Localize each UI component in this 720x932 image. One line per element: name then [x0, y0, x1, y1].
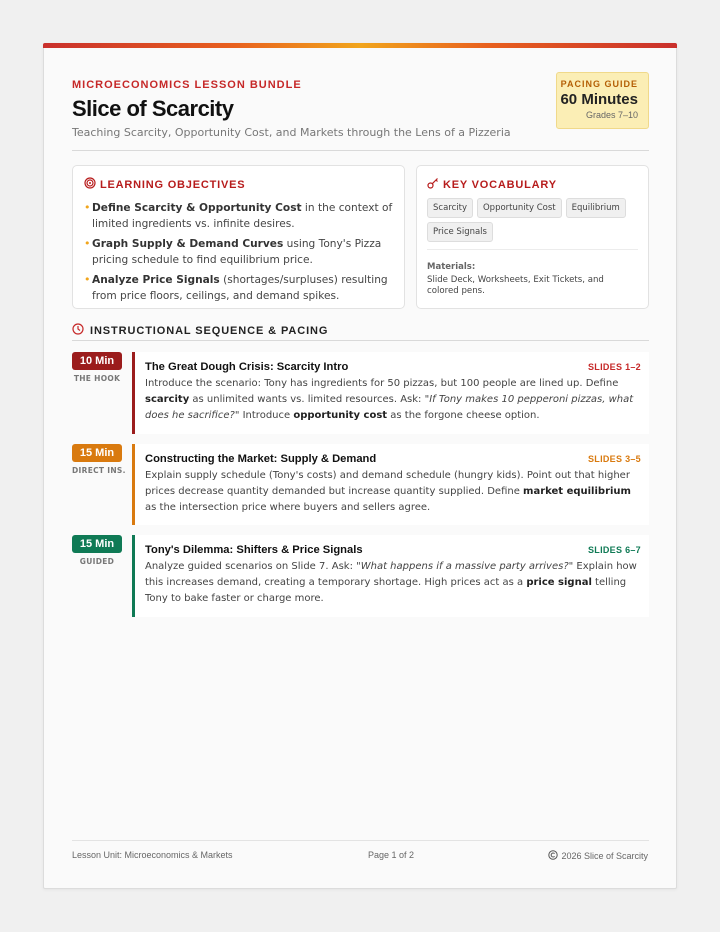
time-badge: 10 Min	[72, 352, 122, 370]
objectives-heading	[84, 177, 404, 192]
step-time	[72, 444, 126, 475]
vocab-chip: Opportunity Cost	[477, 198, 562, 218]
objectives-heading-label: LEARNING OBJECTIVES	[100, 178, 246, 191]
lesson-page	[43, 43, 677, 889]
sequence-heading-label: INSTRUCTIONAL SEQUENCE & PACING	[90, 324, 329, 337]
bundle-eyebrow: MICROECONOMICS LESSON BUNDLE	[72, 79, 302, 91]
footer-divider	[72, 840, 649, 841]
target-icon	[84, 177, 96, 192]
slides-ref: SLIDES 6–7	[587, 545, 641, 555]
step-description: Introduce the scenario: Tony has ingredients for 50 pizzas, but 100 people are lined up. Define scarcity as unlimited wants vs. limited resources. Ask: "If Tony makes 10 pepperoni pizzas, what does he sacrifice?" Introduce opportunity cost as the forgone cheese option.	[145, 378, 634, 421]
pacing-grades: Grades 7–10	[585, 110, 638, 120]
sequence-step-direct	[72, 444, 649, 525]
objectives-list	[84, 200, 404, 304]
step-card	[132, 444, 649, 525]
sequence-heading	[72, 323, 328, 338]
time-badge: 15 Min	[72, 444, 122, 462]
slides-ref: SLIDES 3–5	[587, 454, 641, 464]
slides-ref: SLIDES 1–2	[587, 362, 641, 372]
step-card	[132, 352, 649, 434]
header-divider	[72, 150, 649, 151]
pacing-guide-box	[556, 72, 649, 129]
materials-text: Slide Deck, Worksheets, Exit Tickets, and colored pens.	[427, 275, 604, 296]
materials-label: Materials:	[427, 262, 476, 272]
vocab-chip: Price Signals	[427, 222, 493, 242]
vocabulary-heading	[427, 177, 648, 192]
phase-label: GUIDED	[79, 557, 115, 566]
list-item: • Graph Supply & Demand Curves using Tony's Pizza pricing schedule to find equilibrium price.	[84, 236, 396, 268]
step-time	[72, 352, 122, 383]
vocabulary-terms	[427, 198, 642, 242]
step-description: Analyze guided scenarios on Slide 7. Ask: "What happens if a massive party arrives?" Explain how this increases demand, creating a temporary shortage. High prices act as a price signal telling Tony to bake faster or charge more.	[145, 561, 637, 604]
list-item: • Analyze Price Signals (shortages/surpluses) resulting from price floors, ceilings, and demand spikes.	[84, 272, 396, 304]
phase-label: DIRECT INS.	[72, 466, 126, 475]
phase-label: THE HOOK	[73, 374, 121, 383]
step-time	[72, 535, 122, 566]
vocab-chip: Equilibrium	[566, 198, 626, 218]
pacing-duration: 60 Minutes	[560, 91, 638, 108]
step-title: Tony's Dilemma: Shifters & Price Signals	[145, 544, 363, 556]
step-title: The Great Dough Crisis: Scarcity Intro	[145, 361, 349, 373]
accent-bar	[43, 43, 677, 48]
page-subtitle: Teaching Scarcity, Opportunity Cost, and Markets through the Lens of a Pizzeria	[72, 126, 511, 139]
list-item: • Define Scarcity & Opportunity Cost in the context of limited ingredients vs. infinite desires.	[84, 200, 396, 232]
step-title: Constructing the Market: Supply & Demand	[145, 453, 377, 465]
sequence-step-guided	[72, 535, 649, 617]
footer-unit: Lesson Unit: Microeconomics & Markets	[72, 850, 233, 860]
step-description: Explain supply schedule (Tony's costs) and demand schedule (hungry kids). Point out that higher prices decrease quantity demanded but increase quantity supplied. Define market equilibrium as the intersection price where buyers and sellers agree.	[145, 470, 631, 513]
footer-copyright	[548, 850, 648, 862]
vocabulary-card	[416, 165, 649, 309]
clock-icon	[72, 323, 84, 338]
copyright-text: 2026 Slice of Scarcity	[561, 851, 648, 861]
sequence-step-hook	[72, 352, 649, 434]
time-badge: 15 Min	[72, 535, 122, 553]
footer-page-number: Page 1 of 2	[368, 850, 415, 860]
copyright-icon	[548, 850, 558, 862]
key-icon	[427, 177, 439, 192]
sequence-divider	[72, 340, 649, 341]
vocab-chip: Scarcity	[427, 198, 473, 218]
objectives-card	[72, 165, 405, 309]
page-title: Slice of Scarcity	[72, 96, 234, 121]
step-card	[132, 535, 649, 617]
vocabulary-heading-label: KEY VOCABULARY	[443, 178, 557, 191]
vocabulary-divider	[427, 249, 638, 250]
pacing-label: PACING GUIDE	[560, 79, 638, 89]
